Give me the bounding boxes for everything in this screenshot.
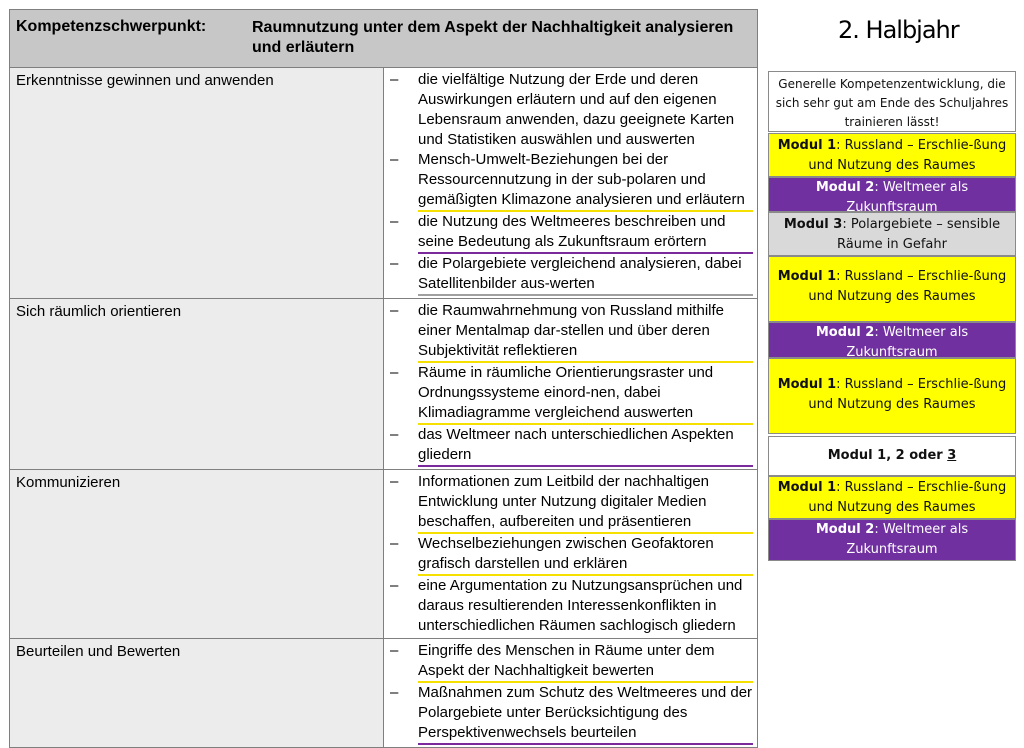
module-1-box [768, 476, 1016, 519]
item-text: Räume in räumliche Orientierungsraster und Ordnungssysteme einord-nen, dabei Klimadiagramme vergleichend auswerten [418, 363, 753, 425]
list-item: – Informationen zum Leitbild der nachhaltigen Entwicklung unter Nutzung digitaler Medien beschaffen, aufbereiten und präsentieren [390, 472, 753, 534]
module-label: Modul 1 [777, 480, 837, 495]
header-label: Kompetenzschwerpunkt: [16, 18, 207, 35]
items-cell [384, 639, 758, 748]
list-item: – Maßnahmen zum Schutz des Weltmeeres und der Polargebiete unter Berücksichtigung des Perspektivenwechsels beurteilen [390, 683, 753, 745]
item-text: die Raumwahrnehmung von Russland mithilfe einer Mentalmap dar-stellen und über deren Subjektivität reflektieren [418, 301, 753, 363]
list-item: – die vielfältige Nutzung der Erde und deren Auswirkungen erläutern und auf den eigenen Lebensraum anwenden, dazu geeignete Karten und Statistiken auswählen und auswerten [390, 70, 753, 150]
table-row [10, 470, 758, 639]
item-text: Informationen zum Leitbild der nachhaltigen Entwicklung unter Nutzung digitaler Medien beschaffen, aufbereiten und präsentieren [418, 472, 753, 534]
item-text: Wechselbeziehungen zwischen Geofaktoren grafisch darstellen und erklären [418, 534, 753, 576]
items-cell [384, 470, 758, 639]
competence-table [9, 9, 758, 748]
list-item: – Eingriffe des Menschen in Räume unter dem Aspekt der Nachhaltigkeit bewerten [390, 641, 753, 683]
item-text: die Polargebiete vergleichend analysieren, dabei Satellitenbilder aus-werten [418, 254, 753, 296]
table-row [10, 299, 758, 470]
module-text: : Russland – Erschlie-ßung und Nutzung des Raumes [808, 138, 1007, 173]
table-row [10, 639, 758, 748]
list-item: – das Weltmeer nach unterschiedlichen Aspekten gliedern [390, 425, 753, 467]
list-item: – die Raumwahrnehmung von Russland mithilfe einer Mentalmap dar-stellen und über deren Subjektivität reflektieren [390, 301, 753, 363]
items-cell [384, 299, 758, 470]
item-text: die Nutzung des Weltmeeres beschreiben und seine Bedeutung als Zukunftsraum erörtern [418, 212, 753, 254]
item-text: die vielfältige Nutzung der Erde und deren Auswirkungen erläutern und auf den eigenen Lebensraum anwenden, dazu geeignete Karten und Statistiken auswählen und auswerten [418, 71, 735, 148]
module-2-box [768, 322, 1016, 358]
module-text: : Weltmeer als Zukunftsraum [846, 180, 969, 212]
list-item: – Mensch-Umwelt-Beziehungen bei der Ressourcennutzung in der sub-polaren und gemäßigten Klimazone analysieren und erläutern [390, 150, 753, 212]
module-2-box [768, 519, 1016, 561]
module-3-box [768, 212, 1016, 256]
intro-box [768, 71, 1016, 132]
module-1-box [768, 358, 1016, 434]
module-text: : Russland – Erschlie-ßung und Nutzung des Raumes [808, 480, 1007, 515]
category-cell: Erkenntnisse gewinnen und anwenden [10, 68, 384, 299]
module-1-box [768, 256, 1016, 322]
list-item: – Räume in räumliche Orientierungsraster und Ordnungssysteme einord-nen, dabei Klimadiagramme vergleichend auswerten [390, 363, 753, 425]
module-label: Modul 2 [815, 180, 875, 195]
module-text: : Weltmeer als Zukunftsraum [846, 522, 969, 557]
module-label: Modul 2 [815, 325, 875, 340]
items-cell [384, 68, 758, 299]
choice-number: 3 [947, 448, 957, 463]
item-text: Eingriffe des Menschen in Räume unter dem Aspekt der Nachhaltigkeit bewerten [418, 641, 753, 683]
item-text: eine Argumentation zu Nutzungsansprüchen und daraus resultierenden Interessenkonflikten in unterschiedlichen Räumen sachlogisch gliedern [418, 577, 743, 634]
intro-text: Generelle Kompetenzentwicklung, die sich sehr gut am Ende des Schuljahres trainieren lässt! [775, 77, 1009, 129]
module-label: Modul 2 [815, 522, 875, 537]
list-item: – Wechselbeziehungen zwischen Geofaktoren grafisch darstellen und erklären [390, 534, 753, 576]
list-item: – die Nutzung des Weltmeeres beschreiben und seine Bedeutung als Zukunftsraum erörtern [390, 212, 753, 254]
table-row [10, 68, 758, 299]
module-label: Modul 1 [777, 377, 837, 392]
category-cell: Beurteilen und Bewerten [10, 639, 384, 748]
item-text: Maßnahmen zum Schutz des Weltmeeres und der Polargebiete unter Berücksichtigung des Perspektivenwechsels beurteilen [418, 683, 753, 745]
table-header [10, 10, 758, 68]
module-1-box [768, 133, 1016, 177]
module-text: : Polargebiete – sensible Räume in Gefahr [837, 217, 1001, 252]
module-label: Modul 1 [777, 138, 837, 153]
category-cell: Kommunizieren [10, 470, 384, 639]
header-title: Raumnutzung unter dem Aspekt der Nachhaltigkeit analysieren und erläutern [252, 19, 734, 56]
category-cell: Sich räumlich orientieren [10, 299, 384, 470]
item-text: Mensch-Umwelt-Beziehungen bei der Ressourcennutzung in der sub-polaren und gemäßigten Klimazone analysieren und erläutern [418, 150, 753, 212]
list-item: – eine Argumentation zu Nutzungsansprüchen und daraus resultierenden Interessenkonflikten in unterschiedlichen Räumen sachlogisch gliedern [390, 576, 753, 636]
module-2-box [768, 177, 1016, 212]
module-text: : Russland – Erschlie-ßung und Nutzung des Raumes [808, 377, 1007, 412]
module-label: Modul 3 [783, 217, 843, 232]
list-item: – die Polargebiete vergleichend analysieren, dabei Satellitenbilder aus-werten [390, 254, 753, 296]
module-text: : Russland – Erschlie-ßung und Nutzung des Raumes [808, 269, 1007, 304]
semester-title: 2. Halbjahr [838, 16, 959, 44]
module-choice-box [768, 436, 1016, 476]
module-label: Modul 1 [777, 269, 837, 284]
module-text: : Weltmeer als Zukunftsraum [846, 325, 969, 358]
item-text: das Weltmeer nach unterschiedlichen Aspekten gliedern [418, 425, 753, 467]
choice-text: Modul 1, 2 oder [827, 448, 948, 463]
